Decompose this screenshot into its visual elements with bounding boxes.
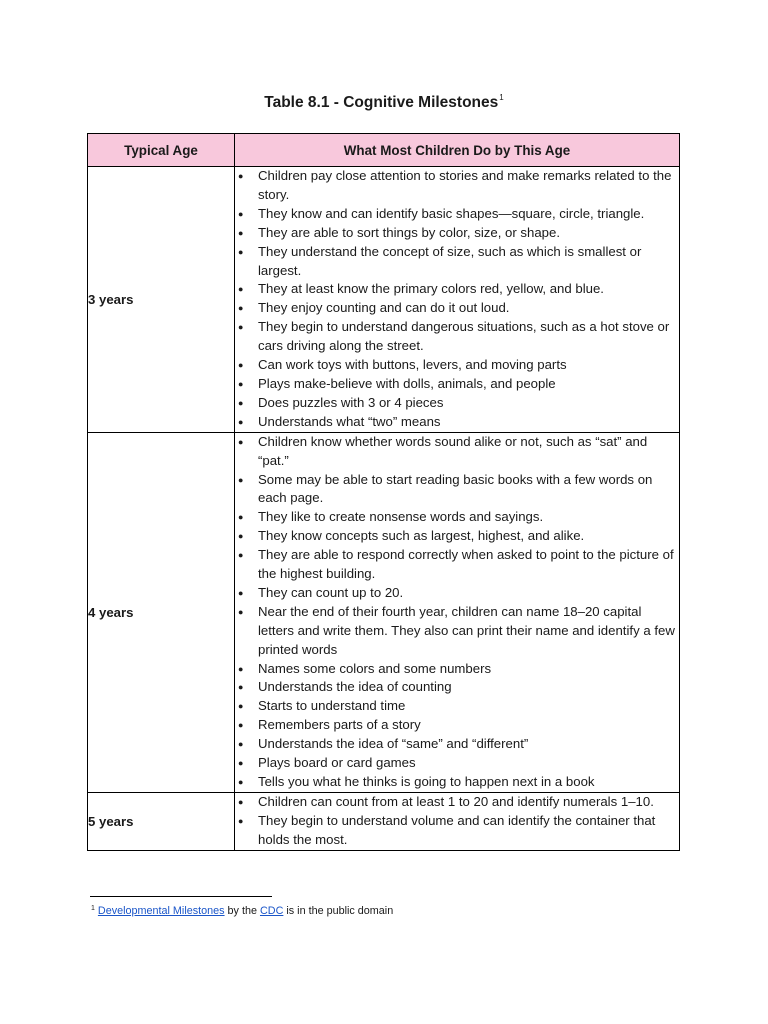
footnote <box>91 905 393 917</box>
footnote-text-by: by the <box>224 905 260 917</box>
milestone-item: ● Starts to understand time <box>235 697 679 716</box>
milestone-item: ● They are able to sort things by color, size, or shape. <box>235 224 679 243</box>
milestone-list <box>235 167 679 432</box>
milestone-item: ● They begin to understand volume and can identify the container that holds the most. <box>235 812 679 850</box>
milestone-item: ● Near the end of their fourth year, children can name 18–20 capital letters and write them. They also can print their name and identify a few printed words <box>235 603 679 660</box>
age-cell: 3 years <box>88 167 235 433</box>
milestone-item: ● They can count up to 20. <box>235 584 679 603</box>
milestone-item: ● They are able to respond correctly when asked to point to the picture of the highest building. <box>235 546 679 584</box>
milestone-item: ● They like to create nonsense words and sayings. <box>235 508 679 527</box>
milestone-item: ● Some may be able to start reading basic books with a few words on each page. <box>235 471 679 509</box>
cdc-link[interactable]: CDC <box>259 905 284 917</box>
milestones-table <box>87 133 680 851</box>
milestone-item: ● They enjoy counting and can do it out loud. <box>235 299 679 318</box>
milestone-item: ● Understands the idea of “same” and “different” <box>235 735 679 754</box>
milestone-item: ● They at least know the primary colors red, yellow, and blue. <box>235 280 679 299</box>
milestone-item: ● Tells you what he thinks is going to happen next in a book <box>235 773 679 792</box>
milestone-item: ● They understand the concept of size, such as which is smallest or largest. <box>235 243 679 281</box>
title-footnote-mark[interactable]: 1 <box>499 93 504 102</box>
milestone-item: ● They know and can identify basic shapes—square, circle, triangle. <box>235 205 679 224</box>
table-row <box>88 432 680 792</box>
table-row <box>88 167 680 433</box>
milestone-item: ● Children can count from at least 1 to 20 and identify numerals 1–10. <box>235 793 679 812</box>
table-row <box>88 792 680 850</box>
milestone-item: ● Can work toys with buttons, levers, and moving parts <box>235 356 679 375</box>
milestone-list <box>235 433 679 792</box>
age-cell: 4 years <box>88 432 235 792</box>
milestones-cell <box>235 167 680 433</box>
milestones-cell <box>235 792 680 850</box>
milestone-item: ● Does puzzles with 3 or 4 pieces <box>235 394 679 413</box>
milestone-item: ● Names some colors and some numbers <box>235 660 679 679</box>
footnote-divider <box>90 896 272 897</box>
milestone-item: ● Children pay close attention to stories and make remarks related to the story. <box>235 167 679 205</box>
milestone-item: ● Understands the idea of counting <box>235 678 679 697</box>
milestone-item: ● They know concepts such as largest, highest, and alike. <box>235 527 679 546</box>
footnote-mark: 1 <box>91 905 95 912</box>
footnote-text-domain: is in the public domain <box>283 905 394 917</box>
milestone-item: ● Understands what “two” means <box>235 413 679 432</box>
header-typical-age: Typical Age <box>88 134 235 167</box>
milestone-item: ● They begin to understand dangerous situations, such as a hot stove or cars driving along the street. <box>235 318 679 356</box>
milestone-item: ● Plays make-believe with dolls, animals, and people <box>235 375 679 394</box>
table-header-row <box>88 134 680 167</box>
developmental-milestones-link[interactable]: Developmental Milestones <box>97 905 225 917</box>
milestones-cell <box>235 432 680 792</box>
milestone-item: ● Children know whether words sound alike or not, such as “sat” and “pat.” <box>235 433 679 471</box>
milestone-item: ● Plays board or card games <box>235 754 679 773</box>
milestone-list <box>235 793 679 850</box>
table-title-text: Table 8.1 - Cognitive Milestones <box>264 94 499 111</box>
age-cell: 5 years <box>88 792 235 850</box>
table-title <box>0 93 768 112</box>
milestone-item: ● Remembers parts of a story <box>235 716 679 735</box>
table-body <box>88 167 680 851</box>
header-what-children-do: What Most Children Do by This Age <box>235 134 680 167</box>
